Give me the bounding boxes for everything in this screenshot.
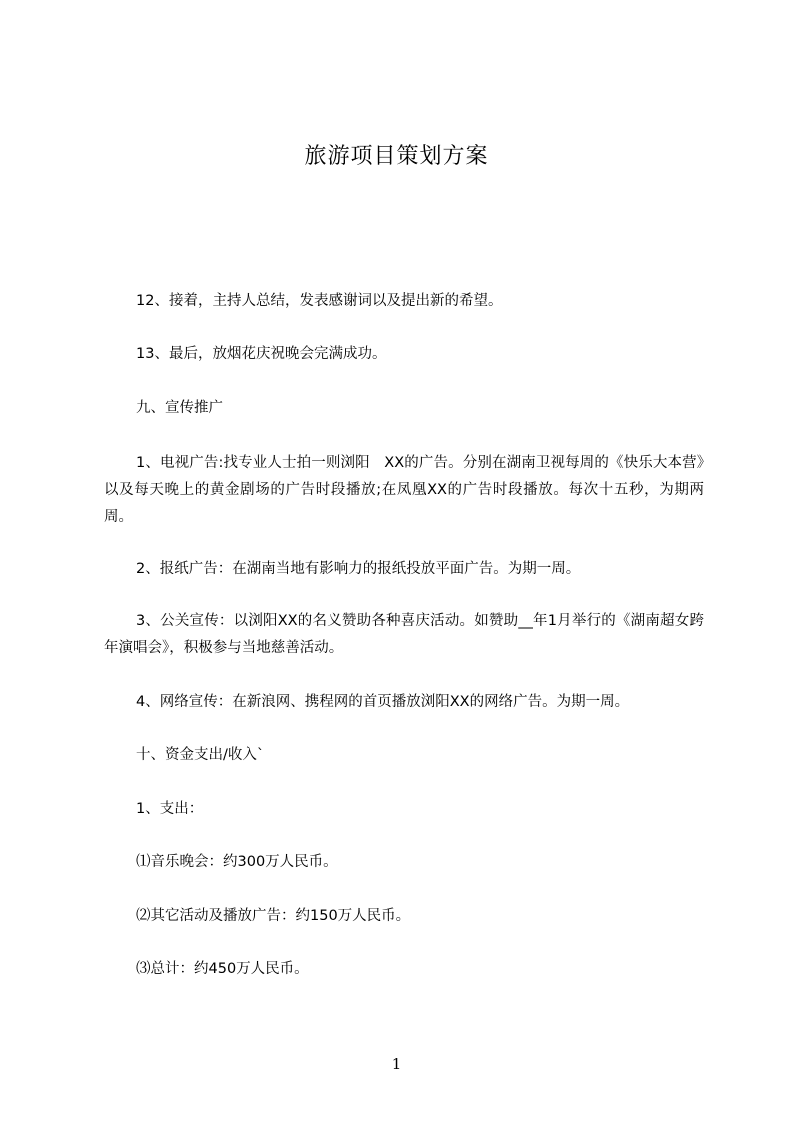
subheading-expenditure: 1、支出： bbox=[136, 801, 204, 817]
paragraph-online-promotion: 4、网络宣传：在新浪网、携程网的首页播放浏阳XX的网络广告。为期一周。 bbox=[136, 694, 630, 710]
document-title: 旅游项目策划方案 bbox=[304, 144, 489, 169]
section-heading-funds: 十、资金支出/收入` bbox=[136, 747, 265, 763]
paragraph-newspaper-advertising: 2、报纸广告：在湖南当地有影响力的报纸投放平面广告。为期一周。 bbox=[136, 561, 581, 577]
expense-item-concert: ⑴音乐晚会：约300万人民币。 bbox=[136, 854, 338, 870]
page-number: 1 bbox=[391, 1055, 402, 1073]
expense-item-other-activities: ⑵其它活动及播放广告：约150万人民币。 bbox=[136, 908, 411, 924]
paragraph-public-relations: 3、公关宣传：以浏阳XX的名义赞助各种喜庆活动。如赞助__年1月举行的《湖南超女跨年演唱会》，积极参与当地慈善活动。 bbox=[104, 613, 704, 656]
paragraph-item-13: 13、最后，放烟花庆祝晚会完满成功。 bbox=[136, 346, 387, 362]
paragraph-item-12: 12、接着，主持人总结，发表感谢词以及提出新的希望。 bbox=[136, 293, 503, 309]
section-heading-promotion: 九、宣传推广 bbox=[136, 400, 223, 416]
expense-item-total: ⑶总计：约450万人民币。 bbox=[136, 961, 309, 977]
paragraph-tv-advertising: 1、电视广告:找专业人士拍一则浏阳 XX的广告。分别在湖南卫视每周的《快乐大本营》以及每天晚上的黄金剧场的广告时段播放;在凤凰XX的广告时段播放。每次十五秒，为期两周。 bbox=[104, 455, 704, 525]
